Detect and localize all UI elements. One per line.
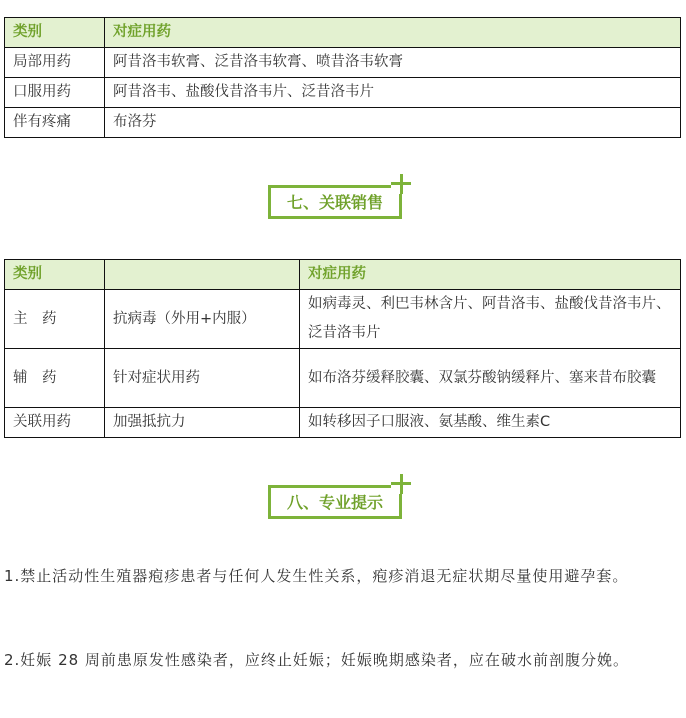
- cell: 局部用药: [5, 48, 105, 78]
- header-cell: [105, 260, 300, 290]
- plus-icon: [391, 174, 411, 194]
- table-row: [5, 290, 681, 349]
- section-title-text: 七、关联销售: [286, 193, 383, 212]
- cell: 关联用药: [5, 408, 105, 438]
- section-title-professional-tips: [268, 485, 402, 519]
- section-title-related-sales: [268, 185, 402, 219]
- section-title-text: 八、专业提示: [286, 493, 383, 512]
- cell: 针对症状用药: [105, 349, 300, 408]
- cell: 阿昔洛韦软膏、泛昔洛韦软膏、喷昔洛韦软膏: [105, 48, 681, 78]
- header-cell: 类别: [5, 260, 105, 290]
- header-cell: 对症用药: [105, 18, 681, 48]
- table-row: [5, 408, 681, 438]
- tip-paragraph: 1.禁止活动性生殖器疱疹患者与任何人发生性关系，疱疹消退无症状期尽量使用避孕套。: [4, 567, 629, 585]
- tip-paragraph: 2.妊娠 28 周前患原发性感染者，应终止妊娠；妊娠晚期感染者，应在破水前剖腹分娩。: [4, 651, 629, 669]
- cell: 抗病毒（外用+内服）: [105, 290, 300, 349]
- cell: 主 药: [5, 290, 105, 349]
- cell: 如病毒灵、利巴韦林含片、阿昔洛韦、盐酸伐昔洛韦片、泛昔洛韦片: [300, 290, 681, 349]
- cell: 如布洛芬缓释胶囊、双氯芬酸钠缓释片、塞来昔布胶囊: [300, 349, 681, 408]
- cell: 口服用药: [5, 78, 105, 108]
- table-header: [5, 18, 681, 48]
- cell: 辅 药: [5, 349, 105, 408]
- cell: 加强抵抗力: [105, 408, 300, 438]
- table-row: [5, 108, 681, 138]
- cell: 如转移因子口服液、氨基酸、维生素C: [300, 408, 681, 438]
- medication-table: [4, 17, 681, 138]
- header-cell: 类别: [5, 18, 105, 48]
- table-row: [5, 48, 681, 78]
- cell: 布洛芬: [105, 108, 681, 138]
- plus-icon: [391, 474, 411, 494]
- cell: 伴有疼痛: [5, 108, 105, 138]
- cell: 阿昔洛韦、盐酸伐昔洛韦片、泛昔洛韦片: [105, 78, 681, 108]
- table-row: [5, 349, 681, 408]
- related-sales-table: [4, 259, 681, 438]
- table-header: [5, 260, 681, 290]
- table-row: [5, 78, 681, 108]
- header-cell: 对症用药: [300, 260, 681, 290]
